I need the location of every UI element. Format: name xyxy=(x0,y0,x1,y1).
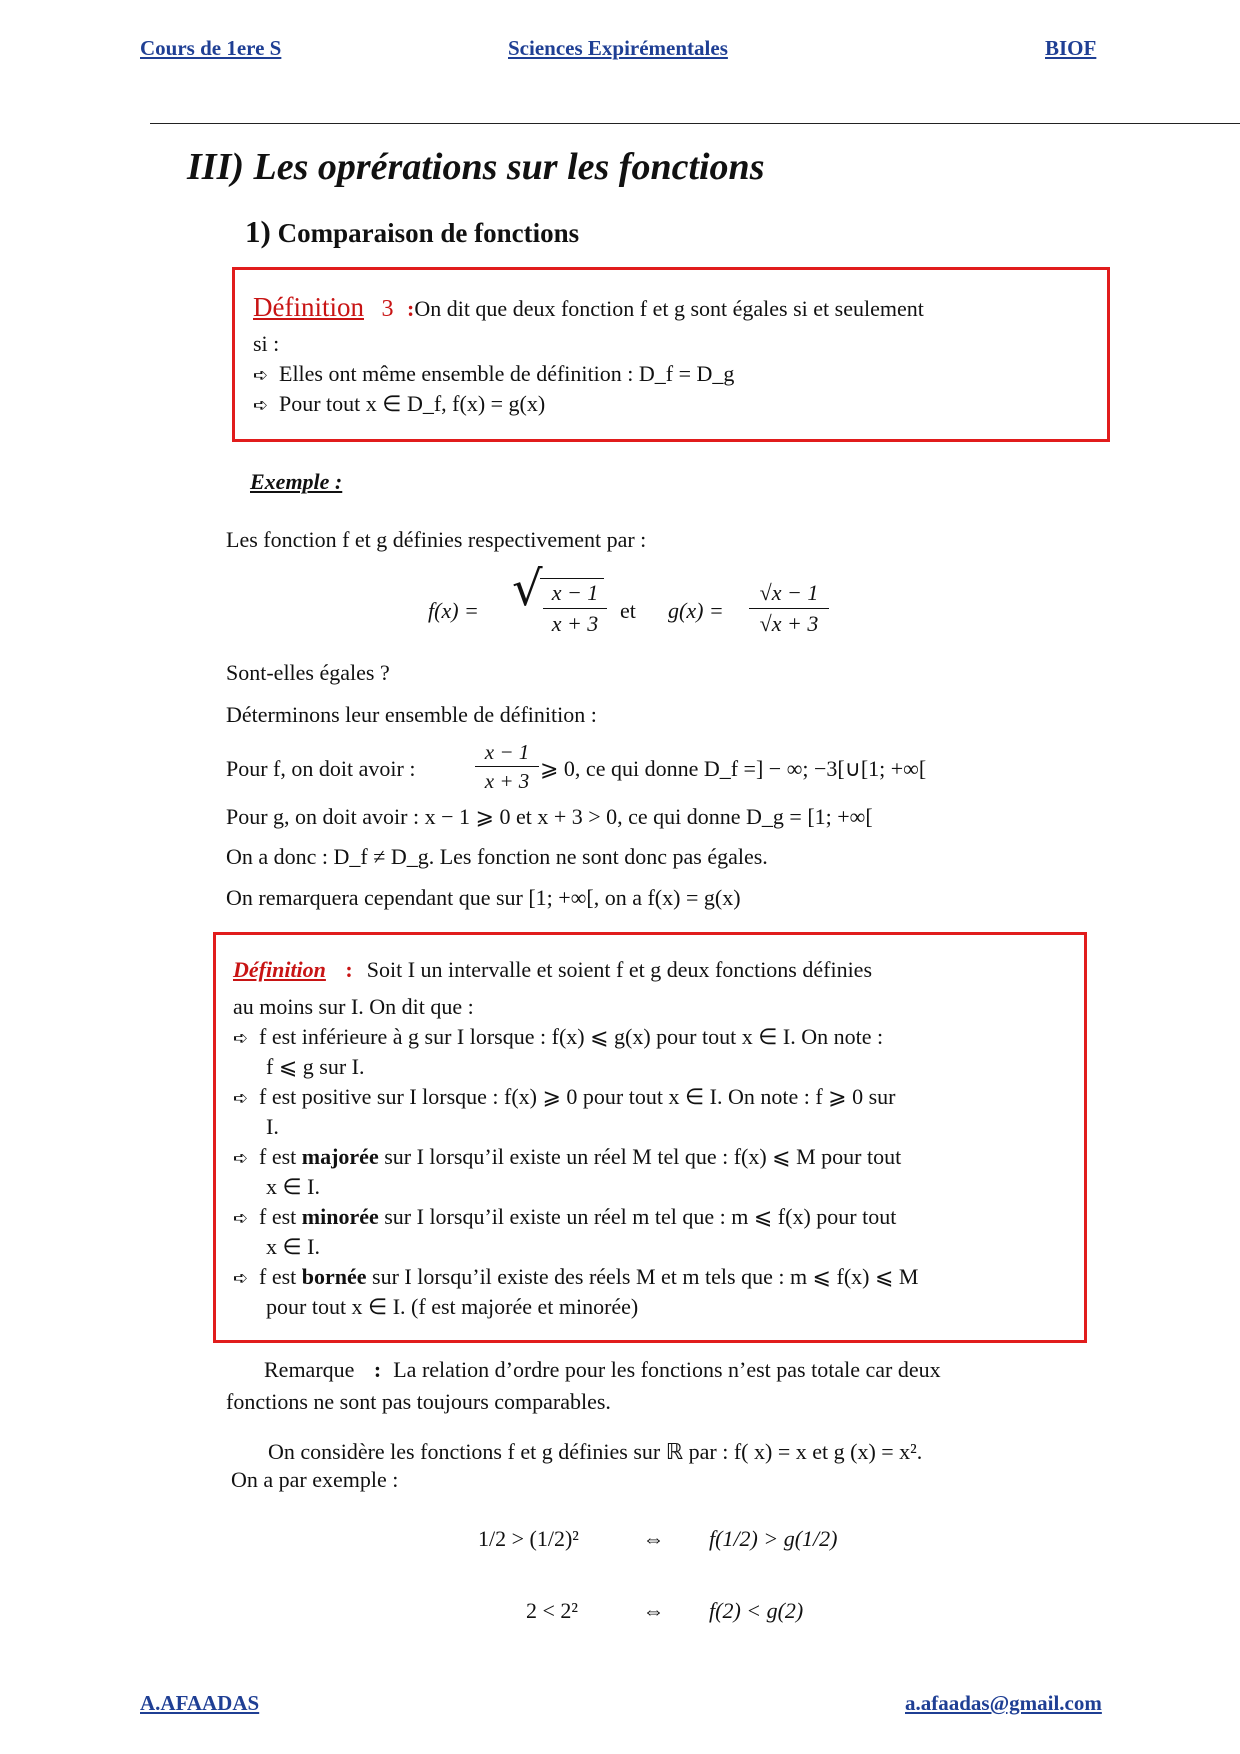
definition2-item4-cont: x ∈ I. xyxy=(266,1234,320,1259)
definition2-item4-pre: f est xyxy=(259,1204,302,1229)
definition2-item2-cont: I. xyxy=(266,1114,279,1139)
definition1-item1-text: Elles ont même ensemble de définition : D_f = D_g xyxy=(279,361,735,386)
footer-email-link[interactable]: a.afaadas@gmail.com xyxy=(905,1691,1102,1715)
subsection-title xyxy=(245,214,579,250)
definition1-item1 xyxy=(253,359,734,391)
definition2-item5-post: sur I lorsqu’il existe des réels M et m tels que : m ⩽ f(x) ⩽ M xyxy=(366,1264,919,1289)
remark-consider1: On considère les fonctions f et g définies sur ℝ par : f( x) = x et g (x) = x². xyxy=(268,1439,923,1464)
definition2-item3-cont: x ∈ I. xyxy=(266,1174,320,1199)
definition2-label: Définition xyxy=(233,957,326,982)
definition2-item4-bold: minorée xyxy=(301,1204,379,1229)
formula-f-lhs: f(x) = xyxy=(428,598,479,623)
definition2-item5-pre: f est xyxy=(259,1264,302,1289)
header-left: Cours de 1ere S xyxy=(140,36,282,60)
header-right: BIOF xyxy=(1045,36,1097,60)
remark-colon: : xyxy=(373,1357,382,1382)
pour-f-pre: Pour f, on doit avoir : xyxy=(226,756,416,781)
definition1-colon: : xyxy=(406,296,415,321)
remark-line1 xyxy=(264,1355,941,1385)
remark-eq2-lhs: 2 < 2² xyxy=(526,1598,579,1623)
definition2-item3-pre: f est xyxy=(259,1144,302,1169)
arrow-icon: ➪ xyxy=(233,1208,249,1229)
example-remarque: On remarquera cependant que sur [1; +∞[, on a f(x) = g(x) xyxy=(226,885,741,910)
definition2-item5-bold: bornée xyxy=(301,1264,367,1289)
sqrt-icon: √ xyxy=(512,561,543,617)
definition2-item2 xyxy=(233,1084,896,1110)
remark-consider2: On a par exemple : xyxy=(231,1467,399,1492)
definition1-item2-text: Pour tout x ∈ D_f, f(x) = g(x) xyxy=(279,391,546,416)
example-question: Sont-elles égales ? xyxy=(226,660,390,685)
formula-g-lhs: g(x) = xyxy=(668,598,724,623)
section-title: III) Les oprérations sur les fonctions xyxy=(187,146,765,188)
arrow-icon: ➪ xyxy=(233,1268,249,1289)
definition2-item3 xyxy=(233,1144,901,1170)
arrow-icon: ➪ xyxy=(233,1148,249,1169)
definition1-item2 xyxy=(253,389,545,421)
arrow-icon: ➪ xyxy=(233,1028,249,1049)
formula-et: et xyxy=(620,598,636,623)
formula-f-den: x + 3 xyxy=(551,611,599,636)
arrow-icon: ➪ xyxy=(253,395,269,416)
formula-f-fraction xyxy=(543,578,607,639)
definition2-item4 xyxy=(233,1204,896,1230)
remark-eq1-rhs: f(1/2) > g(1/2) xyxy=(709,1526,838,1551)
formula-g-num: √x − 1 xyxy=(749,578,829,609)
definition2-colon: : xyxy=(345,957,353,982)
definition2-item2-text: f est positive sur I lorsque : f(x) ⩾ 0 pour tout x ∈ I. On note : f ⩾ 0 sur xyxy=(259,1084,896,1109)
remark-label: Remarque xyxy=(264,1357,355,1382)
pour-f-fraction xyxy=(475,738,539,795)
header-rule xyxy=(150,123,1240,124)
example-heading: Exemple : xyxy=(250,469,343,494)
formula-f-num: x − 1 xyxy=(543,578,607,609)
definition2-item3-post: sur I lorsqu’il existe un réel M tel que : f(x) ⩽ M pour tout xyxy=(378,1144,902,1169)
remark-text2: fonctions ne sont pas toujours comparables. xyxy=(226,1389,611,1414)
definition2-intro: Soit I un intervalle et soient f et g deux fonctions définies xyxy=(366,957,873,982)
arrow-icon: ➪ xyxy=(253,365,269,386)
example-pour-g: Pour g, on doit avoir : x − 1 ⩾ 0 et x + 3 > 0, ce qui donne D_g = [1; +∞[ xyxy=(226,804,873,829)
definition2-item1 xyxy=(233,1024,883,1050)
definition2-item4-post: sur I lorsqu’il existe un réel m tel que : m ⩽ f(x) pour tout xyxy=(378,1204,897,1229)
subsection-label: Comparaison de fonctions xyxy=(277,218,580,248)
remark-eq2-iff: ⇔ xyxy=(642,1598,665,1623)
remark-text1: La relation d’ordre pour les fonctions n’est pas totale car deux xyxy=(393,1357,941,1382)
pour-f-den: x + 3 xyxy=(484,769,530,793)
subsection-number: 1) xyxy=(245,214,271,249)
remark-eq1-lhs: 1/2 > (1/2)² xyxy=(478,1526,579,1551)
example-det: Déterminons leur ensemble de définition : xyxy=(226,702,597,727)
header-center: Sciences Expirémentales xyxy=(508,36,728,60)
definition1-label: Définition xyxy=(253,292,364,322)
definition2-item5-cont: pour tout x ∈ I. (f est majorée et minorée) xyxy=(266,1294,639,1319)
definition1-intro: On dit que deux fonction f et g sont égales si et seulement xyxy=(414,296,924,321)
definition1-intro-cont: si : xyxy=(253,331,280,356)
definition2-intro-cont: au moins sur I. On dit que : xyxy=(233,994,474,1019)
example-donc: On a donc : D_f ≠ D_g. Les fonction ne sont donc pas égales. xyxy=(226,844,768,869)
pour-f-num: x − 1 xyxy=(475,738,539,767)
definition2-item1-cont: f ⩽ g sur I. xyxy=(266,1054,365,1079)
remark-eq1 xyxy=(478,1524,898,1554)
formula-g-fraction xyxy=(749,578,829,639)
remark-eq1-iff: ⇔ xyxy=(642,1526,665,1551)
formula-g-den: √x + 3 xyxy=(759,611,819,636)
definition2-line1 xyxy=(233,955,872,985)
arrow-icon: ➪ xyxy=(233,1088,249,1109)
remark-eq2-rhs: f(2) < g(2) xyxy=(709,1598,804,1623)
remark-eq2 xyxy=(526,1596,926,1626)
example-line1: Les fonction f et g définies respectivement par : xyxy=(226,527,647,552)
definition2-item5 xyxy=(233,1264,918,1290)
definition2-item1-text: f est inférieure à g sur I lorsque : f(x) ⩽ g(x) pour tout x ∈ I. On note : xyxy=(259,1024,884,1049)
definition1-line1 xyxy=(253,292,924,324)
footer-left: A.AFAADAS xyxy=(140,1691,260,1715)
definition1-number: 3 xyxy=(381,296,394,322)
pour-f-post: ⩾ 0, ce qui donne D_f =] − ∞; −3[∪[1; +∞[ xyxy=(540,756,927,781)
example-formula xyxy=(428,561,868,648)
definition2-item3-bold: majorée xyxy=(301,1144,379,1169)
